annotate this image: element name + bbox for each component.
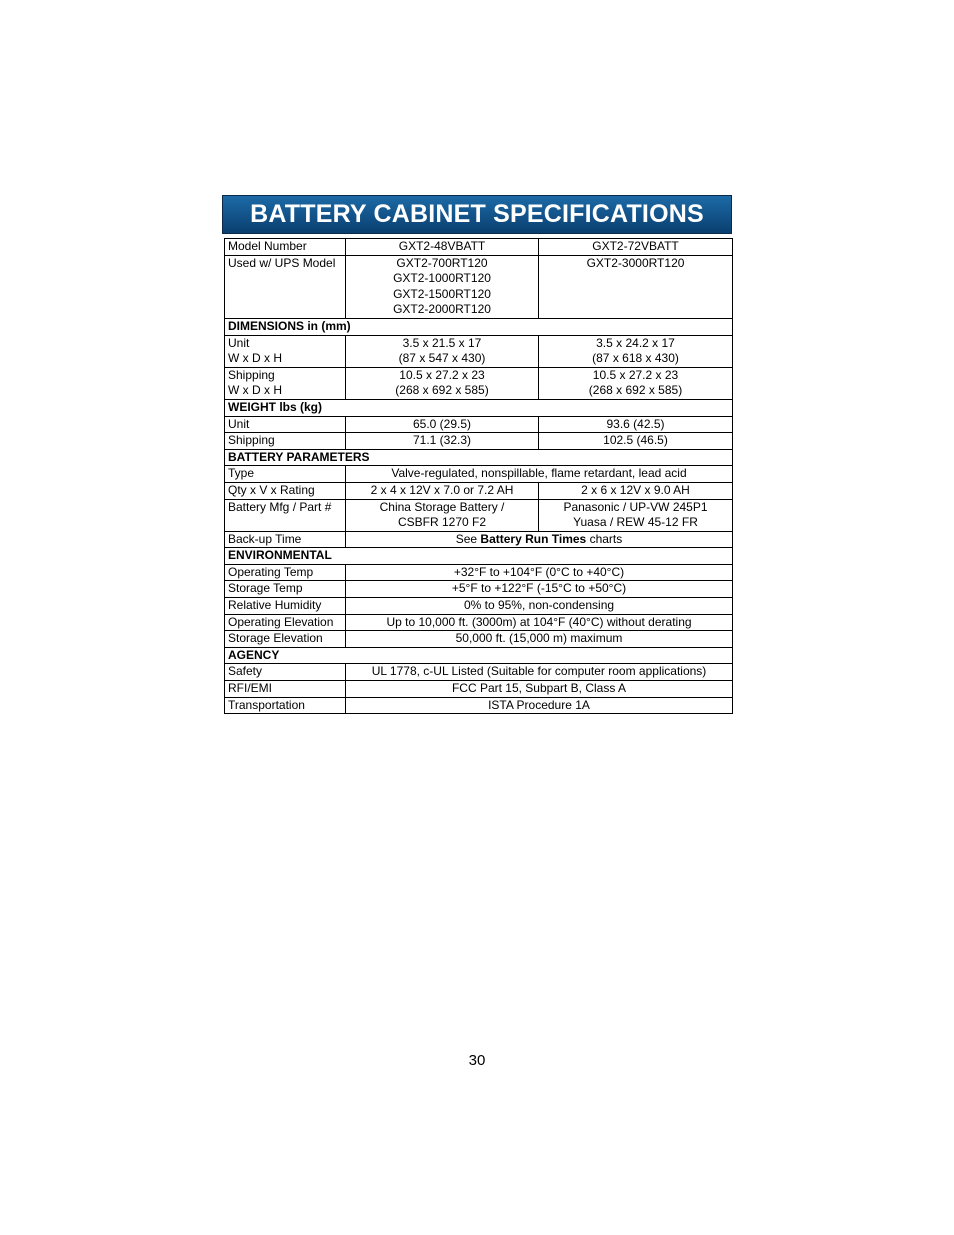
value-line: Panasonic / UP-VW 245P1 [563, 499, 708, 514]
cell-both: ISTA Procedure 1A [346, 697, 733, 714]
value-line: (268 x 692 x 585) [588, 383, 683, 398]
ups-model: GXT2-700RT120 [396, 255, 488, 270]
cell-72v: 2 x 6 x 12V x 9.0 AH [539, 482, 733, 499]
cell-both: Up to 10,000 ft. (3000m) at 104°F (40°C) without derating [346, 614, 733, 631]
label-line: Unit [228, 335, 250, 350]
value-line: (87 x 618 x 430) [592, 351, 679, 366]
row-label: Unit [225, 416, 346, 433]
section-row [225, 647, 733, 664]
cell-48v: 71.1 (32.3) [346, 433, 539, 450]
value-line: CSBFR 1270 F2 [397, 515, 487, 530]
run-times-reference: Battery Run Times [480, 531, 587, 546]
value-line: 3.5 x 24.2 x 17 [596, 335, 675, 350]
table-row [225, 335, 733, 367]
value-line: China Storage Battery / [379, 499, 505, 514]
cell-both: UL 1778, c-UL Listed (Suitable for computer room applications) [346, 664, 733, 681]
row-label: Operating Elevation [225, 614, 346, 631]
cell-72v [539, 335, 733, 367]
section-header-agency: AGENCY [225, 647, 733, 664]
cell-both: FCC Part 15, Subpart B, Class A [346, 681, 733, 698]
row-label: Transportation [225, 697, 346, 714]
section-row [225, 318, 733, 335]
ups-model: GXT2-2000RT120 [393, 302, 491, 317]
page-number: 30 [468, 1052, 486, 1069]
spec-table [224, 238, 733, 714]
row-label [225, 367, 346, 399]
value-line: 10.5 x 27.2 x 23 [399, 367, 485, 382]
table-row [225, 499, 733, 531]
spec-title-banner: BATTERY CABINET SPECIFICATIONS [222, 195, 732, 234]
cell-48v [346, 255, 539, 318]
table-row [225, 255, 733, 318]
table-row [225, 697, 733, 714]
table-row [225, 367, 733, 399]
cell-48v [346, 367, 539, 399]
label-line: Shipping [228, 367, 275, 382]
table-row [225, 681, 733, 698]
cell-both: 0% to 95%, non-condensing [346, 598, 733, 615]
row-label: Qty x V x Rating [225, 482, 346, 499]
row-label: Shipping [225, 433, 346, 450]
ups-model: GXT2-1500RT120 [393, 286, 491, 301]
backup-prefix: See [455, 531, 481, 546]
value-line: 3.5 x 21.5 x 17 [402, 335, 482, 350]
table-row [225, 239, 733, 256]
row-label: Battery Mfg / Part # [225, 499, 346, 531]
cell-72v [539, 367, 733, 399]
table-row [225, 531, 733, 548]
cell-48v: 65.0 (29.5) [346, 416, 539, 433]
table-row [225, 598, 733, 615]
section-header-environmental: ENVIRONMENTAL [225, 548, 733, 565]
row-label: Storage Elevation [225, 631, 346, 648]
section-header-dimensions: DIMENSIONS in (mm) [225, 318, 733, 335]
table-row [225, 631, 733, 648]
row-label [225, 335, 346, 367]
table-row [225, 416, 733, 433]
value-line: Yuasa / REW 45-12 FR [573, 515, 698, 530]
table-row [225, 466, 733, 483]
row-label: Back-up Time [225, 531, 346, 548]
row-label: Storage Temp [225, 581, 346, 598]
cell-48v: GXT2-48VBATT [346, 239, 539, 256]
backup-suffix: charts [586, 531, 623, 546]
label-line: W x D x H [228, 383, 282, 398]
cell-72v: GXT2-72VBATT [539, 239, 733, 256]
row-label: Safety [225, 664, 346, 681]
table-row [225, 433, 733, 450]
table-row [225, 614, 733, 631]
section-row [225, 449, 733, 466]
row-label: Used w/ UPS Model [225, 255, 346, 318]
row-label: RFI/EMI [225, 681, 346, 698]
cell-48v [346, 499, 539, 531]
row-label: Operating Temp [225, 564, 346, 581]
table-row [225, 482, 733, 499]
cell-72v: 93.6 (42.5) [539, 416, 733, 433]
cell-both: +5°F to +122°F (-15°C to +50°C) [346, 581, 733, 598]
cell-both [346, 531, 733, 548]
section-row [225, 548, 733, 565]
value-line: (268 x 692 x 585) [395, 383, 489, 398]
cell-both: 50,000 ft. (15,000 m) maximum [346, 631, 733, 648]
table-row [225, 581, 733, 598]
ups-model: GXT2-1000RT120 [393, 271, 491, 286]
row-label: Type [225, 466, 346, 483]
section-header-weight: WEIGHT lbs (kg) [225, 399, 733, 416]
row-label: Relative Humidity [225, 598, 346, 615]
cell-72v [539, 499, 733, 531]
cell-both: +32°F to +104°F (0°C to +40°C) [346, 564, 733, 581]
cell-72v: 102.5 (46.5) [539, 433, 733, 450]
cell-both: Valve-regulated, nonspillable, flame retardant, lead acid [346, 466, 733, 483]
row-label: Model Number [225, 239, 346, 256]
table-row [225, 564, 733, 581]
cell-48v: 2 x 4 x 12V x 7.0 or 7.2 AH [346, 482, 539, 499]
cell-72v: GXT2-3000RT120 [539, 255, 733, 318]
section-header-battery: BATTERY PARAMETERS [225, 449, 733, 466]
value-line: (87 x 547 x 430) [398, 351, 486, 366]
label-line: W x D x H [228, 351, 282, 366]
cell-48v [346, 335, 539, 367]
value-line: 10.5 x 27.2 x 23 [592, 367, 679, 382]
section-row [225, 399, 733, 416]
table-row [225, 664, 733, 681]
